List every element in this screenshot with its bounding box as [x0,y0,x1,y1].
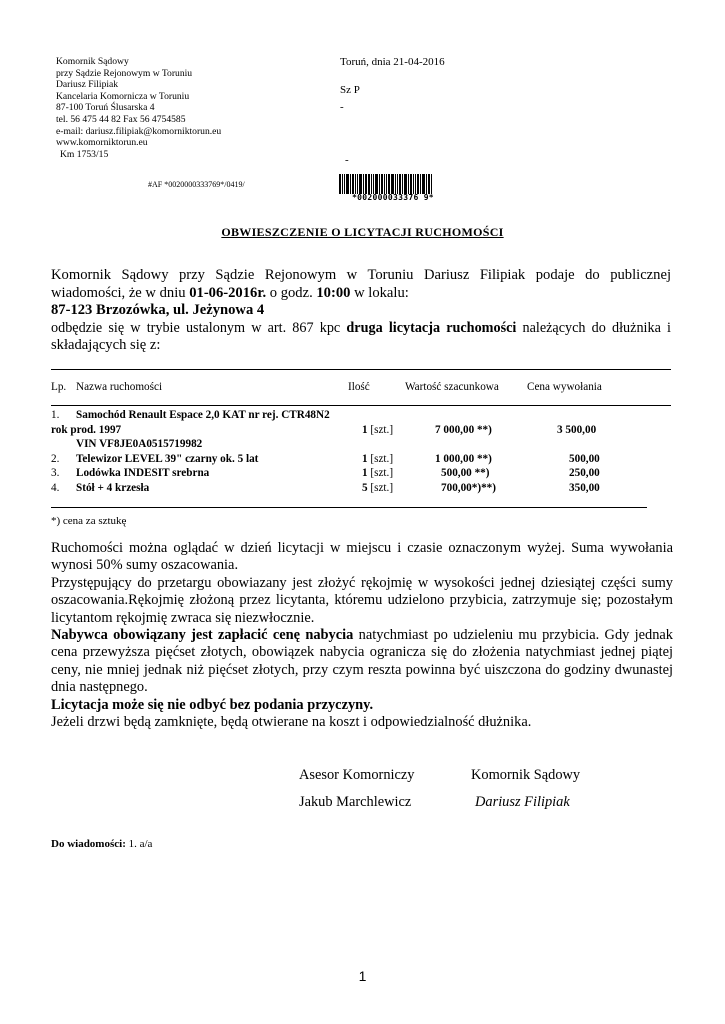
header-name: Nazwa ruchomości [76,381,163,393]
sender-line: www.komorniktorun.eu [56,137,148,149]
row-qty [362,467,393,479]
row-value: 1 000,00 **) [435,453,492,465]
row-lp: 2. [51,453,60,465]
row-lp: 4. [51,482,60,494]
signature-right-title: Komornik Sądowy [471,767,581,783]
auction-time: 10:00 [316,284,351,301]
sender-line: tel. 56 475 44 82 Fax 56 4754585 [56,113,186,125]
signature-left-name: Jakub Marchlewicz [299,794,412,810]
row-value: 500,00 **) [441,467,490,479]
auction-location: 87-123 Brzozówka, ul. Jeżynowa 4 [51,302,265,318]
cancellation-note: Licytacja może się nie odbyć bez podania przyczyny. [51,696,374,713]
row-lp: 1. [51,409,60,421]
clerk-initials: Sz P [340,84,360,96]
intro-line [51,285,671,303]
qty-unit: [szt.] [370,467,394,479]
paragraph-text: natychmiast po udzieleniu mu przybicia. Gdy jednak cena przewyższa pięćset złotych, obowiązek nabycia ogranicza się do złożenia natychmiast jednej piątej ceny, nie mniej jednak niż pięćset złotych, przy czym reszta powinna być uiszczona do godziny dwunastej dnia następnego. [51,627,673,696]
signature-right-name: Dariusz Filipiak [475,794,570,810]
sender-line: Kancelaria Komornicza w Toruniu [56,90,190,102]
qty-value: 1 [362,453,368,465]
row-price: 250,00 [569,467,600,479]
row-name: Lodówka INDESIT srebrna [76,467,210,479]
row-vin: VIN VF8JE0A0515719982 [76,438,203,450]
intro-line: składających się z: [51,337,161,353]
sender-line: przy Sądzie Rejonowym w Toruniu [56,67,193,79]
intro [51,267,671,355]
auction-date: 01-06-2016r. [189,284,267,301]
qty-unit: [szt.] [370,424,394,436]
payment-note: Nabywca obowiązany jest zapłacić cenę nabycia [51,627,354,644]
distribution-value: 1. a/a [125,838,153,850]
intro-text: należących do dłużnika i [516,319,671,336]
intro-text: o godz. [266,284,317,301]
barcode-bars [339,174,447,194]
row-name: Samochód Renault Espace 2,0 KAT nr rej. CTR48N2 [76,409,330,421]
sender-line: Dariusz Filipiak [56,79,119,91]
row-price: 3 500,00 [557,424,597,436]
reference-code: #AF *0020000333769*/0419/ [148,180,245,189]
intro-line [51,320,671,338]
qty-value: 5 [362,482,368,494]
qty-unit: [szt.] [370,482,394,494]
intro-text: wiadomości, że w dniu [51,284,190,301]
document-title: OBWIESZCZENIE O LICYTACJI RUCHOMOŚCI [221,225,504,239]
sender-line: e-mail: dariusz.filipiak@komorniktorun.eu [56,125,222,137]
sender-block [56,56,221,160]
sender-line: 87-100 Toruń Ślusarska 4 [56,102,155,114]
row-lp: 3. [51,467,60,479]
row-name: Telewizor LEVEL 39" czarny ok. 5 lat [76,453,259,465]
place-date: Toruń, dnia 21-04-2016 [340,56,445,68]
distribution [51,838,152,850]
body-text [51,540,673,731]
row-value: 7 000,00 **) [435,424,492,436]
footnote: *) cena za sztukę [51,515,127,527]
qty-value: 1 [362,467,368,479]
row-price: 350,00 [569,482,600,494]
row-qty [362,453,393,465]
header-value: Wartość szacunkowa [405,381,499,393]
auction-type: druga licytacja ruchomości [346,319,517,336]
sender-line: Komornik Sądowy [56,56,129,67]
paragraph: Jeżeli drzwi będą zamknięte, będą otwierane na koszt i odpowiedzialność dłużnika. [51,714,532,731]
paragraph [51,627,673,697]
header-price: Cena wywołania [527,381,602,393]
header-lp: Lp. [51,381,67,393]
qty-unit: [szt.] [370,453,394,465]
row-name: Stół + 4 krzesła [76,482,150,494]
intro-text: odbędzie się w trybie ustalonym w art. 867 kpc [51,319,347,336]
row-name-cont: rok prod. 1997 [51,424,122,436]
qty-value: 1 [362,424,368,436]
intro-line: Komornik Sądowy przy Sądzie Rejonowym w Toruniu Dariusz Filipiak podaje do publicznej [51,267,671,283]
header-qty: Ilość [348,381,370,393]
intro-text: w lokalu: [350,284,409,301]
row-price: 500,00 [569,453,600,465]
divider [51,405,671,406]
row-value: 700,00*)**) [441,482,496,494]
divider [51,507,647,508]
barcode-text: *002000033376 9* [352,193,434,202]
paragraph: Przystępujący do przetargu obowiazany jest złożyć rękojmię w wysokości jednej dziesiątej części sumy oszacowania.Rękojmię złożoną przez licytanta, któremu udzielono przybicia, zatrzymuje się; pozostałym licytantom rękojmię zwraca się niezwłocznie. [51,574,673,626]
distribution-label: Do wiadomości: [51,838,126,850]
paragraph: Ruchomości można oglądać w dzień licytacji w miejscu i czasie oznaczonym wyżej. Suma wywołania wynosi 50% sumy oszacowania. [51,540,673,574]
row-qty [362,424,393,436]
signature-left-title: Asesor Komorniczy [299,767,415,783]
divider [51,369,671,370]
page-number: 1 [358,968,367,984]
case-number: Km 1753/15 [60,148,109,160]
barcode [339,174,447,204]
row-qty [362,482,393,494]
mark: - [345,154,349,166]
mark: - [340,101,344,113]
